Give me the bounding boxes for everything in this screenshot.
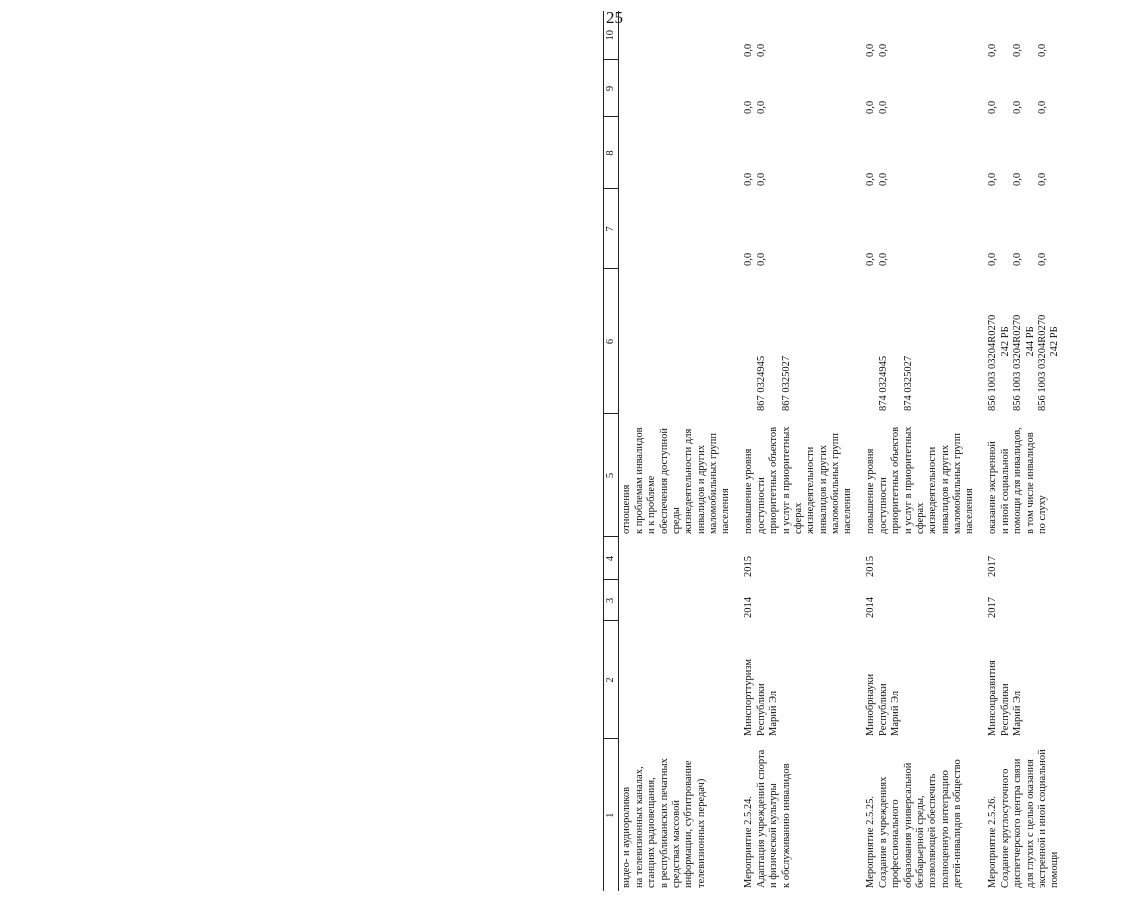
measures-table — [603, 11, 1119, 891]
measure-name: Мероприятие 2.5.24. Адаптация учреждений спорта и физической культуры к обслуживанию инвалидов — [743, 749, 792, 888]
executor — [619, 621, 742, 739]
page-number: 25 — [606, 8, 623, 27]
budget-code — [985, 269, 1119, 414]
budget-code-line: 867 0324945 — [755, 355, 767, 411]
budget-code-line: 874 0324945 — [877, 355, 889, 411]
executor: Минобрнауки Республики Марий Эл — [865, 673, 902, 736]
budget-code-line: 856 1003 03204R0270 — [987, 314, 999, 411]
rotated-table-wrapper — [603, 11, 1123, 891]
table-row — [985, 11, 1119, 891]
value-col-9: 0,0 0,0 — [743, 100, 767, 114]
budget-code-line: 856 1003 03204R0270 — [1012, 314, 1024, 411]
col-header-5: 5 — [604, 414, 619, 537]
start-year — [619, 580, 742, 621]
value-col-7: 0,0 0,0 — [743, 252, 767, 266]
value-col-10: 0,0 0,0 0,0 — [987, 43, 1048, 57]
start-year: 2014 — [865, 597, 877, 618]
value-col-10: 0,0 0,0 — [743, 43, 767, 57]
value-col-9: 0,0 0,0 — [865, 100, 889, 114]
value-col-10: 0,0 0,0 — [865, 43, 889, 57]
col-header-4: 4 — [604, 537, 619, 580]
expected-result: отношения к проблемам инвалидов и к проблеме обеспечения доступной среды жизнедеятельности для инвалидов и других маломобильных групп населения — [621, 427, 732, 534]
executor: Минспорттуризм Республики Марий Эл — [743, 658, 780, 736]
value-col-9 — [619, 60, 742, 117]
expected-result: повышение уровня доступности приоритетных объектов и услуг в приоритетных сферах жизнедеятельности инвалидов и других маломобильных групп населения — [865, 426, 976, 534]
value-col-7 — [619, 189, 742, 269]
executor: Минсоцразвития Республики Марий Эл — [987, 660, 1024, 736]
table-row — [863, 11, 985, 891]
measure-name: видео- и аудиороликов на телевизионных каналах, станциях радиовещания, в республиканских печатных средствах массовой информации, субтитрование телевизионных передач) — [621, 758, 707, 888]
col-header-7: 7 — [604, 189, 619, 269]
budget-code-line: 242 РБ — [999, 326, 1011, 357]
table-row — [619, 11, 742, 891]
end-year: 2015 — [865, 556, 877, 577]
end-year — [619, 537, 742, 580]
header-row — [604, 11, 619, 891]
col-header-6: 6 — [604, 269, 619, 414]
budget-code — [863, 269, 985, 414]
value-col-9: 0,0 0,0 0,0 — [987, 100, 1048, 114]
col-header-1: 1 — [604, 739, 619, 891]
expected-result: оказание экстренной и иной социальной помощи для инвалидов, в том числе инвалидов по слуху — [987, 427, 1048, 534]
value-col-8: 0,0 0,0 0,0 — [987, 172, 1048, 186]
budget-code-line: 244 РБ — [1024, 326, 1036, 357]
value-col-7: 0,0 0,0 — [865, 252, 889, 266]
budget-code — [741, 269, 863, 414]
value-col-8: 0,0 0,0 — [743, 172, 767, 186]
start-year: 2014 — [743, 597, 755, 618]
budget-code-line: 856 1003 03204R0270 — [1036, 314, 1048, 411]
end-year: 2017 — [987, 556, 999, 577]
value-col-8: 0,0 0,0 — [865, 172, 889, 186]
value-col-10 — [619, 11, 742, 60]
measure-name: Мероприятие 2.5.25. Создание в учреждениях профессионального образования универсальной безбарьерной среды, позволяющей обеспечить полноценную интеграцию детей-инвалидов в общество — [865, 759, 963, 888]
col-header-3: 3 — [604, 580, 619, 621]
budget-code — [619, 269, 742, 414]
budget-code-line: 867 0325027 — [780, 355, 792, 411]
value-col-7: 0,0 0,0 0,0 — [987, 252, 1048, 266]
expected-result: повышение уровня доступности приоритетных объектов и услуг в приоритетных сферах жизнедеятельности инвалидов и других маломобильных групп населения — [743, 426, 854, 534]
end-year: 2015 — [743, 556, 755, 577]
start-year: 2017 — [987, 597, 999, 618]
col-header-9: 9 — [604, 60, 619, 117]
col-header-2: 2 — [604, 621, 619, 739]
col-header-8: 8 — [604, 117, 619, 189]
col-header-10: 10 — [604, 11, 619, 60]
value-col-8 — [619, 117, 742, 189]
table-row — [741, 11, 863, 891]
measure-name: Мероприятие 2.5.26. Создание круглосуточного диспетчерского центра связи для глухих с целью оказания экстренной и иной социальной помощи — [987, 749, 1061, 888]
budget-code-line: 242 РБ — [1049, 326, 1061, 357]
budget-code-line: 874 0325027 — [902, 355, 914, 411]
